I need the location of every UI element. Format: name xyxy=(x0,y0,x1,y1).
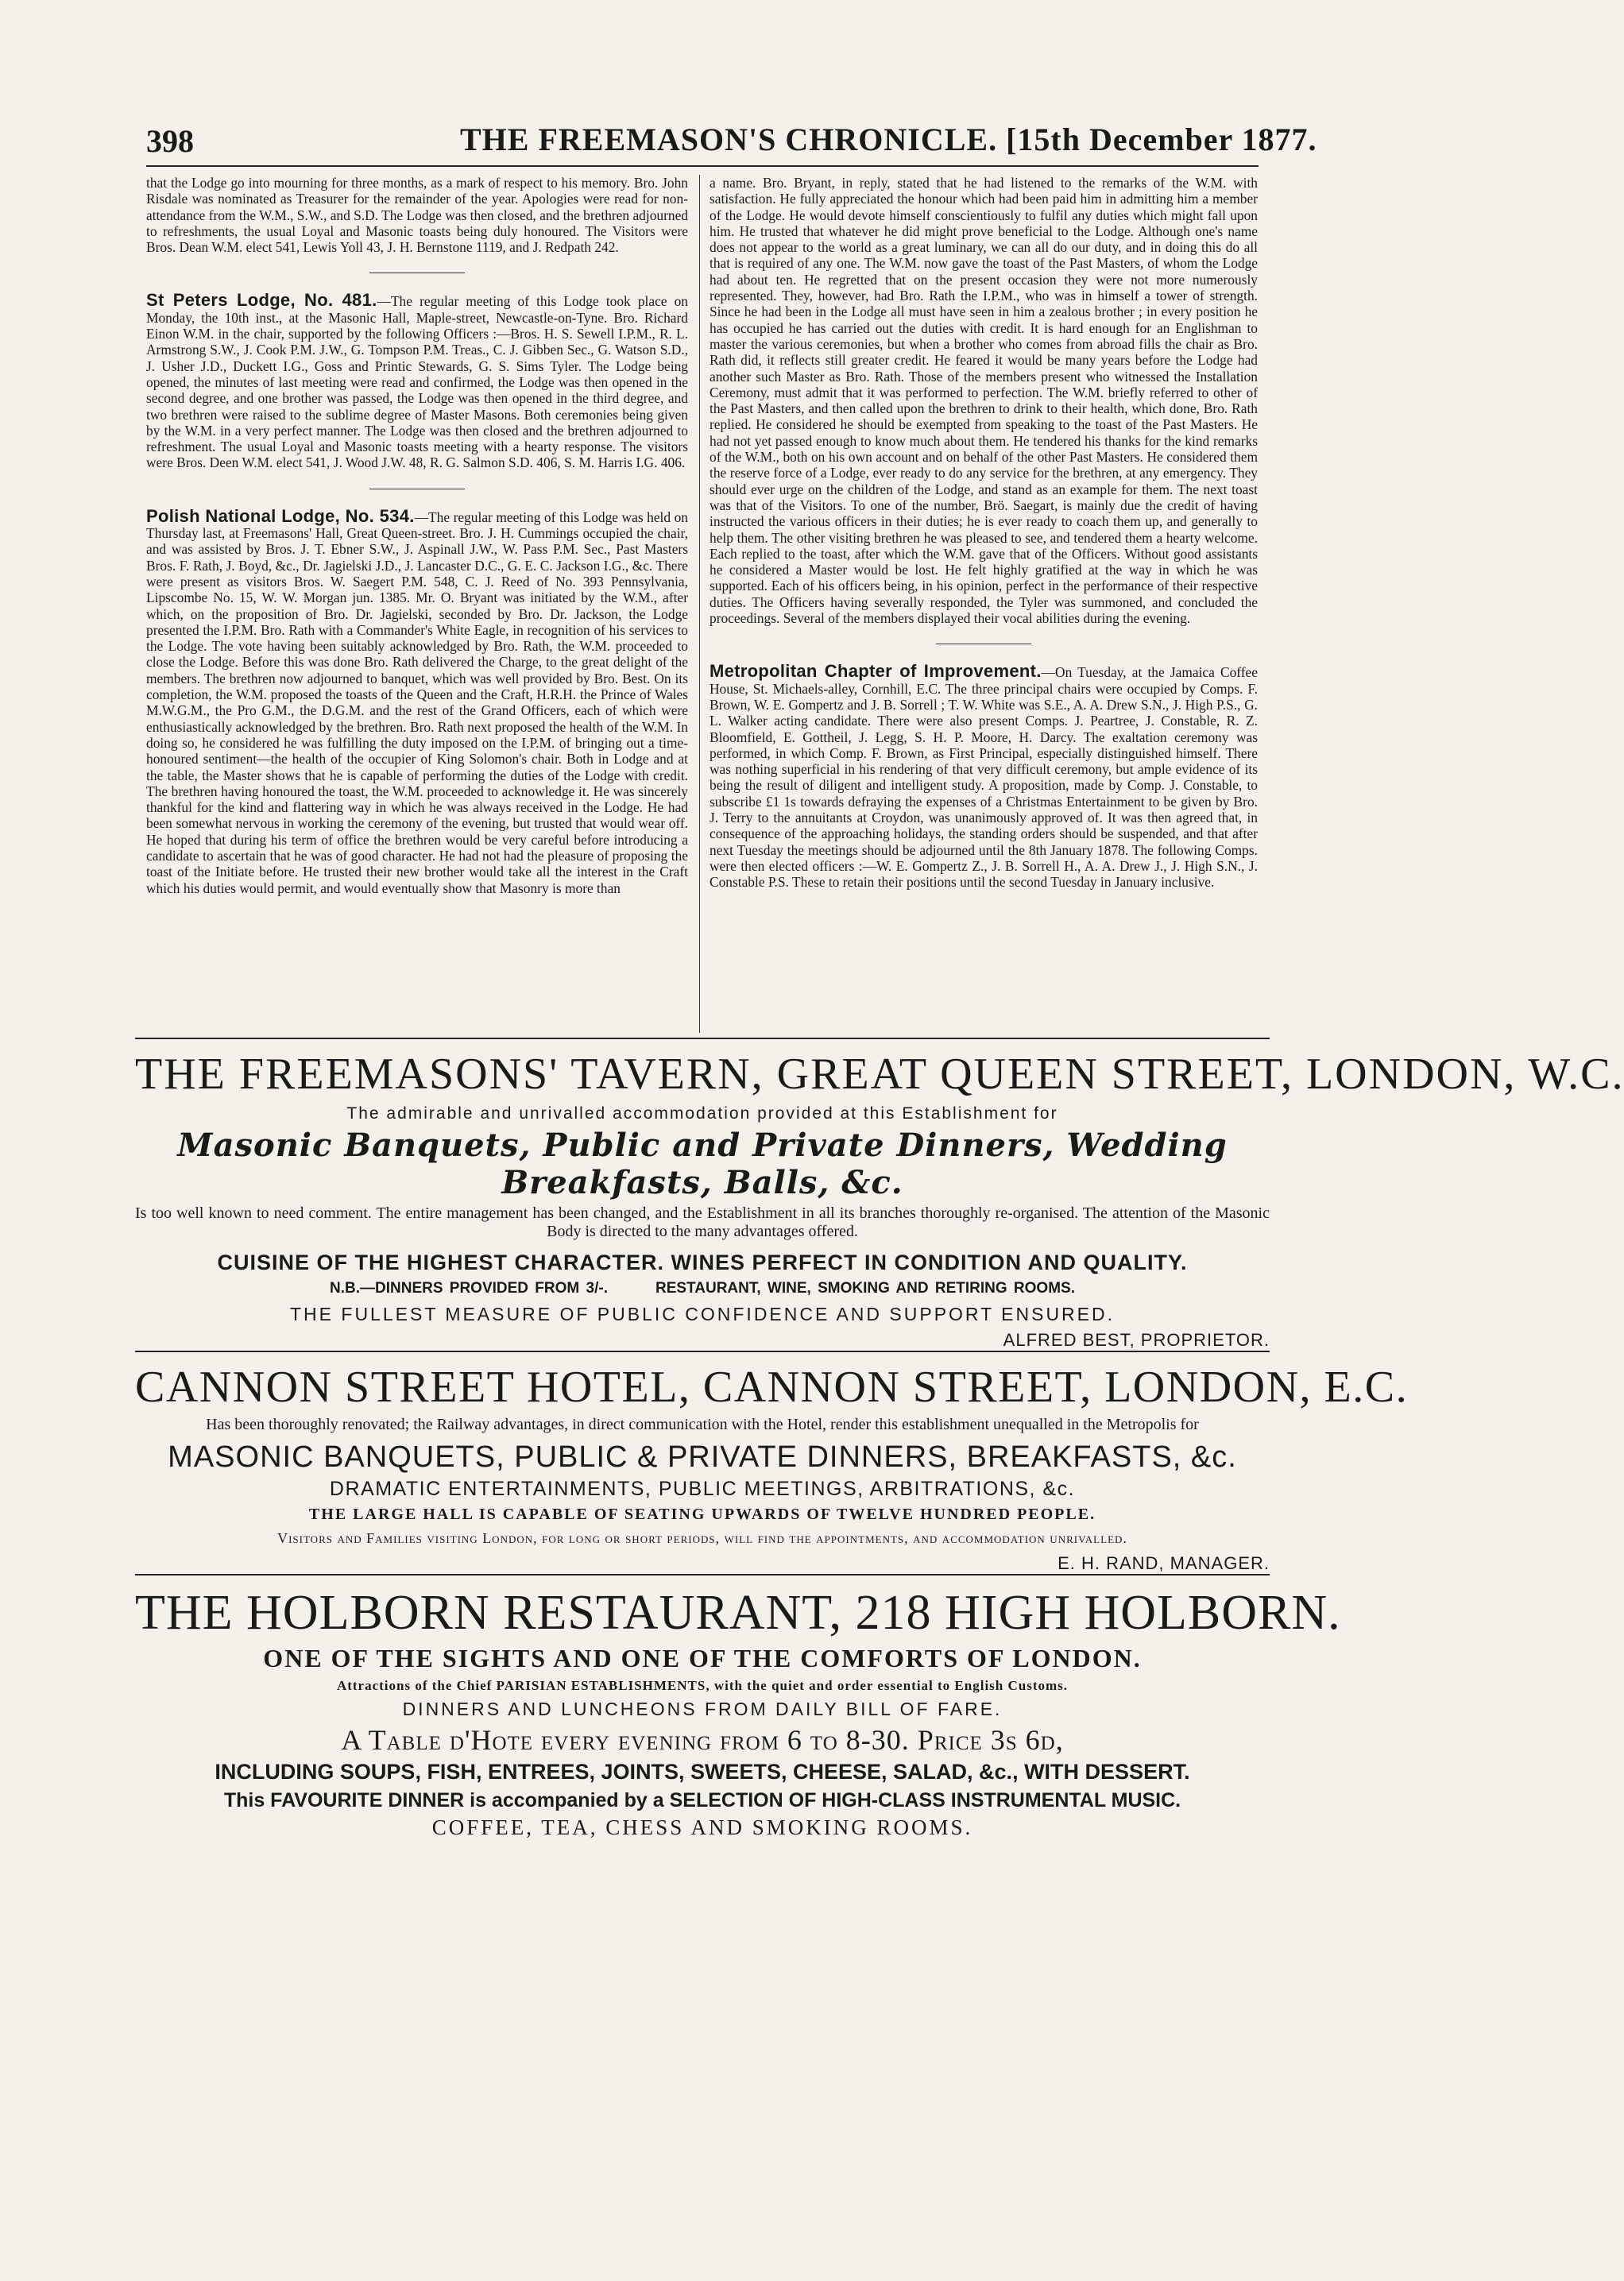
cannon-title: CANNON STREET HOTEL, CANNON STREET, LONDON, E.C. xyxy=(135,1363,1409,1412)
holborn-dinners: DINNERS AND LUNCHEONS FROM DAILY BILL OF FARE. xyxy=(402,1699,1003,1719)
holborn-subtitle: ONE OF THE SIGHTS AND ONE OF THE COMFORTS OF LONDON. xyxy=(263,1644,1142,1672)
st-peters-heading: St Peters Lodge, No. 481. xyxy=(146,290,377,311)
column-divider xyxy=(699,175,700,1033)
tavern-dinners-note: N.B.—DINNERS PROVIDED FROM 3/-. xyxy=(330,1280,608,1297)
advertisements xyxy=(135,1038,1624,1840)
holborn-title: THE HOLBORN RESTAURANT, 218 HIGH HOLBORN. xyxy=(135,1586,1341,1640)
page-number: 398 xyxy=(146,123,194,159)
metro-text: —On Tuesday, at the Jamaica Coffee House, St. Michaels-alley, Cornhill, E.C. The three principal chairs were occupied by Comps. F. Brown, W. E. Gompertz and J. B. Sorrell ; T. W. White was S.E., A. A. Drew S.N., J. High P.S., G. L. Walker acting candidate. There were also present Comps. J. Peartree, J. Constable, R. Z. Bloomfield, E. Gottheil, J. Legg, S. H. P. Moore, H. Darcy. The exaltation ceremony was performed, in which Comp. F. Brown, as First Principal, especially distinguished himself. There was nothing superficial in his rendering of that very difficult ceremony, but ample evidence of its being the result of diligent and intelligent study. A proposition, made by Comp. J. Constable, to subscribe £1 1s towards defraying the expenses of a Christmas Entertainment to be given by Bro. J. Terry to the annuitants at Croydon, was unanimously approved of. It was then agreed that, in consequence of the approaching holidays, the standing orders should be suspended, and that after next Tuesday the meetings should be adjourned until the 8th January 1878. The following Comps. were then elected officers :—W. E. Gompertz Z., J. B. Sorrell H., A. A. Drew J., J. High S.N., J. Constable P.S. These to retain their positions until the second Tuesday in January inclusive. xyxy=(710,664,1258,891)
cannon-manager: E. H. RAND, MANAGER. xyxy=(1058,1553,1270,1573)
cannon-masonic: MASONIC BANQUETS, PUBLIC & PRIVATE DINNERS, BREAKFASTS, &c. xyxy=(168,1440,1237,1474)
tavern-cuisine: CUISINE OF THE HIGHEST CHARACTER. WINES PERFECT IN CONDITION AND QUALITY. xyxy=(217,1251,1188,1274)
metro-heading: Metropolitan Chapter of Improvement. xyxy=(710,661,1042,682)
holborn-coffee: COFFEE, TEA, CHESS AND SMOKING ROOMS. xyxy=(431,1815,973,1839)
polish-report xyxy=(146,505,688,896)
holborn-including: INCLUDING SOUPS, FISH, ENTREES, JOINTS, SWEETS, CHEESE, SALAD, &c., WITH DESSERT. xyxy=(215,1760,1190,1784)
tavern-confidence: THE FULLEST MEASURE OF PUBLIC CONFIDENCE AND SUPPORT ENSURED. xyxy=(290,1304,1115,1324)
page-header xyxy=(146,118,1317,165)
header-rule xyxy=(146,165,1259,167)
st-peters-report xyxy=(146,292,688,470)
continued-report: a name. Bro. Bryant, in reply, stated that he had listened to the remarks of the W.M. with satisfaction. He fully appreciated the honour which had been paid him in admitting him a member of the Lodge. He would devote himself conscientiously to fulfil any duties which might fall upon him. He trusted that whatever he did might prove beneficial to the Lodge. Although one's name does not appear to the world as a great luminary, we can all do our duty, and in doing this do all that is required of any one. The W.M. now gave the toast of the Past Masters, of whom the Lodge had about ten. He regretted that on the present occasion they were not more numerously represented. They, however, had Bro. Rath the I.P.M., who was in himself a tower of strength. Since he had been in the Lodge all must have seen in him a zealous brother ; in every position he has occupied he has carried out the duties with credit. It is hard enough for an Englishman to master the various ceremonies, but when a brother who comes from abroad fills the chair as Bro. Rath did, it reflects still greater credit. He feared it would be many years before the Lodge had another such Master as Bro. Rath. Those of the members present who witnessed the Installation Ceremony, must admit that it was performed to perfection. The W.M. briefly referred to other of the Past Masters, and then called upon the brethren to drink to their health, which done, Bro. Rath replied. He considered he should be exempted from speaking to the toast of the Past Masters. He had not yet passed enough to know much about them. He tendered his thanks for the kind remarks of the W.M., both on his own account and on behalf of the other Past Masters. He considered them the reserve force of a Lodge, ever ready to do any service for the brethren, at any emergency. They should ever urge on the children of the Lodge, and stand as an example for them. The next toast was that of the Visitors. To one of the number, Brö. Saegart, is mainly due the credit of having instructed the various officers in their duties; he is ever ready to coach them up, and generally to help them. The other visiting brethren he was pleased to see, and tendered them a hearty welcome. Each replied to the toast, after which the W.M. gave that of the Officers. Without good assistants he considered a Master would be lost. He felt highly gratified at the way in which he was supported. Each of his officers being, in his opinion, perfect in the performance of their respective duties. The Officers having severally responded, the Tyler was summoned, and concluded the proceedings. Several of the members displayed their vocal abilities during the evening. xyxy=(710,175,1258,627)
tavern-proprietor: ALFRED BEST, PROPRIETOR. xyxy=(1003,1330,1270,1350)
tavern-notes xyxy=(135,1280,1270,1297)
cannon-body: Has been thoroughly renovated; the Railway advantages, in direct communication with the Hotel, render this establishment unequalled in the Metropolis for xyxy=(206,1416,1199,1433)
cannon-large-hall: THE LARGE HALL IS CAPABLE OF SEATING UPWARDS OF TWELVE HUNDRED PEOPLE. xyxy=(308,1506,1096,1523)
holborn-attractions: Attractions of the Chief PARISIAN ESTABLISHMENTS, with the quiet and order essential to English Customs. xyxy=(336,1678,1069,1693)
left-column xyxy=(146,175,688,896)
cannon-visitors: Visitors and Families visiting London, for long or short periods, will find the appointments, and accommodation unrivalled. xyxy=(277,1530,1127,1546)
polish-heading: Polish National Lodge, No. 534. xyxy=(146,505,415,526)
st-peters-text: —The regular meeting of this Lodge took place on Monday, the 10th inst., at the Masonic Hall, Maple-street, Newcastle-on-Tyne. Bro. Richard Einon W.M. in the chair, supported by the following Officers :—Bros. H. S. Sewell I.P.M., R. L. Armstrong S.W., J. Cook P.M. J.W., G. Tompson P.M. Treas., C. J. Gibben Sec., G. Watson S.D., J. Usher J.D., Duckett I.G., Goss and Printic Stewards, G. S. Sims Tyler. The Lodge being opened, the minutes of last meeting were read and confirmed, the Lodge was then opened in the second degree, and one brother was passed, the Lodge was then opened in the third degree, and two brethren were raised to the sublime degree of Master Masons. Both ceremonies being given by the W.M. in a very perfect manner. The Lodge was then closed and the brethren adjourned to refreshment. The usual Loyal and Masonic toasts meeting with a hearty response. The visitors were Bros. Deen W.M. elect 541, J. Wood J.W. 48, R. G. Salmon S.D. 406, S. M. Harris I.G. 406. xyxy=(146,293,688,471)
tavern-rooms-note: RESTAURANT, WINE, SMOKING AND RETIRING ROOMS. xyxy=(655,1280,1075,1297)
polish-text: —The regular meeting of this Lodge was held on Thursday last, at Freemasons' Hall, Great Queen-street. Bro. J. H. Cummings occupied the chair, and was assisted by Bros. J. T. Ebner S.W., J. Aspinall J.W., W. Pass P.M. Sec., Past Masters Bros. F. Rath, J. Boyd, &c., Dr. Jagielski J.D., J. Lancaster D.C., G. E. C. Jackson I.G., &c. There were present as visitors Bros. W. Saegert P.M. 548, C. J. Reed of No. 393 Pennsylvania, Lipscombe No. 15, W. W. Morgan jun. 1385. Mr. O. Bryant was initiated by the W.M., after which, on the proposition of Bro. Dr. Jagielski, seconded by Bro. Dr. Jackson, the Lodge presented the I.P.M. Bro. Rath with a Commander's White Eagle, in recognition of his services to the Lodge. The vote having been suitably acknowledged by Bro. Rath, the W.M. proceeded to close the Lodge. Before this was done Bro. Rath delivered the Charge, to the great delight of the members. The brethren now adjourned to banquet, which was well provided by Bro. Best. On its completion, the W.M. proposed the toasts of the Queen and the Craft, H.R.H. the Prince of Wales M.W.G.M., the Pro G.M., the D.G.M. and the rest of the Grand Officers, each of which were enthusiastically acknowledged by the brethren. Bro. Rath next proposed the health of the W.M. In doing so, he considered he was fulfilling the duty imposed on the I.P.M. of bringing out a time-honoured sentiment—the health of the occupier of King Solomon's chair. Both in Lodge and at the table, the Master shows that he is capable of performing the duties of the Lodge with credit. The brethren having honoured the toast, the W.M. proceeded to acknowledge it. He was sincerely thankful for the kind and flattering way in which he was always received in the Lodge. He had been somewhat nervous in working the ceremony of the evening, but trusted that would wear off. He hoped that during his term of office the brethren would be very careful before introducing a candidate to ascertain that he was of good character. He had not had the pleasure of proposing the toast of the Initiate before. He trusted their new brother would take all the interest in the Craft which his duties would permit, and would eventually show that Masonry is more than xyxy=(146,508,688,896)
advert-rule xyxy=(135,1574,1270,1575)
advert-rule xyxy=(135,1351,1270,1352)
tavern-advert xyxy=(135,1050,1624,1351)
cannon-advert xyxy=(135,1363,1409,1574)
intro-paragraph: that the Lodge go into mourning for three months, as a mark of respect to his memory. Bro. John Risdale was nominated as Treasurer for the remainder of the year. Apologies were read for non-attendance from the W.M., S.W., and S.D. The Lodge was then closed, and the brethren adjourned to refreshments, the usual Loyal and Masonic toasts being duly honoured. The Visitors were Bros. Dean W.M. elect 541, Lewis Yoll 43, J. H. Bernstone 1119, and J. Redpath 242. xyxy=(146,175,688,256)
cannon-dramatic: DRAMATIC ENTERTAINMENTS, PUBLIC MEETINGS, ARBITRATIONS, &c. xyxy=(329,1478,1076,1500)
holborn-advert xyxy=(135,1586,1341,1840)
right-column xyxy=(710,175,1258,890)
tavern-body: Is too well known to need comment. The entire management has been changed, and the Establishment in all its branches thoroughly re-organised. The attention of the Masonic Body is directed to the many advantages offered. xyxy=(135,1204,1270,1240)
holborn-favourite: This FAVOURITE DINNER is accompanied by a SELECTION OF HIGH-CLASS INSTRUMENTAL MUSIC. xyxy=(223,1789,1181,1811)
tavern-services: Masonic Banquets, Public and Private Dinners, Wedding Breakfasts, Balls, &c. xyxy=(177,1127,1228,1201)
advert-rule xyxy=(135,1038,1270,1039)
metro-report xyxy=(710,663,1258,890)
holborn-table-dhote: A Table d'Hote every evening from 6 to 8-30. Price 3s 6d, xyxy=(341,1724,1064,1756)
tavern-title: THE FREEMASONS' TAVERN, GREAT QUEEN STREET, LONDON, W.C. xyxy=(135,1050,1624,1099)
tavern-intro: The admirable and unrivalled accommodation provided at this Establishment for xyxy=(346,1104,1058,1123)
masthead: THE FREEMASON'S CHRONICLE. [15th December 1877. xyxy=(460,122,1317,157)
